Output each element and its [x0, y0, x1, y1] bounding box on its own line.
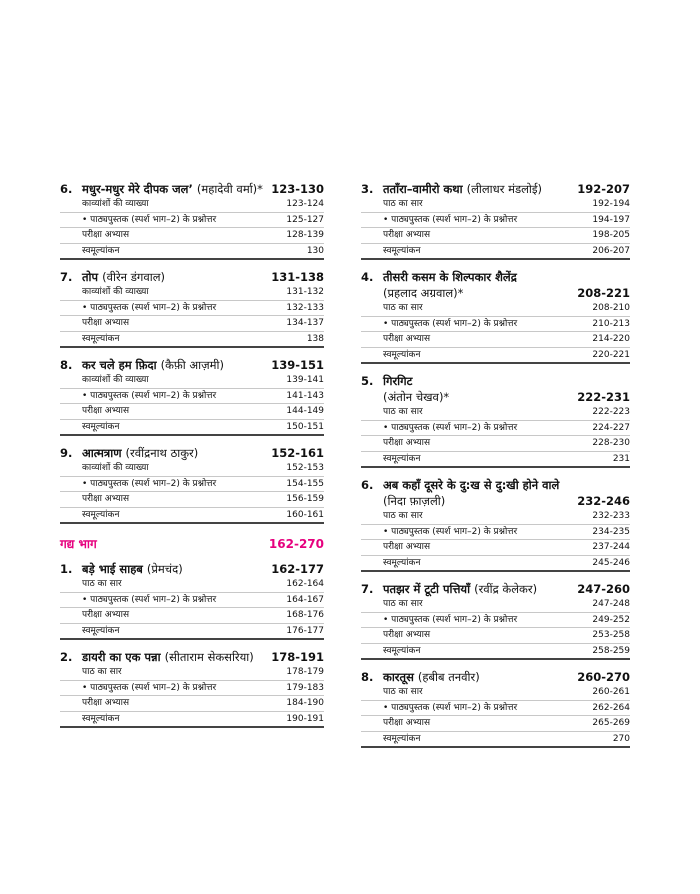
toc-chapter	[361, 370, 630, 468]
chapter-number: 5.	[361, 374, 374, 388]
sub-entry-pages: 228-230	[592, 438, 630, 448]
chapter-pages: 178-191	[271, 650, 324, 664]
toc-sub-entry	[361, 405, 630, 421]
toc-sub-entry	[60, 285, 324, 301]
toc-sub-entry	[60, 593, 324, 609]
sub-entry-pages: 130	[306, 245, 324, 256]
chapter-author-line	[383, 285, 630, 301]
chapter-author: (रवींद्र केलेकर)	[474, 582, 538, 596]
chapter-title: आत्मत्राण	[82, 446, 122, 460]
sub-entry-pages: 150-151	[286, 421, 324, 432]
chapter-title-block	[383, 581, 571, 597]
chapter-heading	[60, 178, 324, 197]
sub-entry-pages: 156-159	[286, 494, 324, 504]
toc-sub-entry	[60, 404, 324, 420]
toc-sub-entry	[60, 228, 324, 244]
sub-entry-pages: 270	[612, 733, 630, 744]
toc-sub-entry	[60, 420, 324, 437]
sub-entry-pages: 184-190	[286, 698, 324, 708]
toc-chapter	[361, 178, 630, 260]
toc-chapter	[60, 266, 324, 348]
sub-entry-label: • पाठ्यपुस्तक (स्पर्श भाग–2) के प्रश्नोत्तर	[383, 614, 518, 625]
sub-entry-pages: 164-167	[286, 594, 324, 605]
toc-sub-entry	[60, 332, 324, 349]
chapter-heading	[361, 178, 630, 197]
toc-sub-entry	[60, 492, 324, 508]
sub-entry-pages: 237-244	[592, 542, 630, 552]
chapter-title-block	[82, 269, 265, 285]
toc-sub-entry	[60, 461, 324, 477]
toc-chapter	[361, 666, 630, 748]
sub-entry-pages: 138	[306, 333, 324, 344]
sub-entry-pages: 258-259	[592, 645, 630, 656]
chapter-number: 1.	[60, 562, 73, 576]
chapter-author: (प्रेमचंद)	[146, 562, 183, 576]
toc-sub-entry	[60, 577, 324, 593]
chapter-author: (रवींद्रनाथ ठाकुर)	[125, 446, 199, 460]
sub-entry-label: परीक्षा अभ्यास	[82, 318, 130, 328]
chapter-heading	[361, 666, 630, 685]
chapter-title: मधुर-मधुर मेरे दीपक जल’	[82, 182, 193, 196]
sub-entry-pages: 123-124	[286, 199, 324, 209]
chapter-number: 8.	[361, 670, 374, 684]
sub-entry-label: पाठ का सार	[383, 687, 423, 697]
sub-entry-label: परीक्षा अभ्यास	[383, 230, 431, 240]
chapter-title-block	[82, 357, 265, 373]
chapter-title-block	[383, 373, 630, 405]
toc-sub-entry	[361, 556, 630, 573]
toc-chapter	[361, 578, 630, 660]
section-heading	[60, 536, 324, 552]
toc-sub-entry	[60, 316, 324, 332]
chapter-title-block	[82, 445, 265, 461]
sub-entry-label: पाठ का सार	[383, 407, 423, 417]
toc-sub-entry	[60, 244, 324, 261]
chapter-heading	[60, 442, 324, 461]
toc-sub-entry	[60, 681, 324, 697]
sub-entry-label: काव्यांशों की व्याख्या	[82, 199, 149, 209]
toc-sub-entry	[60, 508, 324, 525]
sub-entry-pages: 190-191	[286, 713, 324, 724]
chapter-title-block	[82, 649, 265, 665]
sub-entry-pages: 249-252	[592, 614, 630, 625]
toc-chapter	[60, 178, 324, 260]
chapter-heading	[361, 474, 630, 509]
chapter-author: (कैफ़ी आज़मी)	[160, 358, 225, 372]
sub-entry-label: पाठ का सार	[82, 667, 122, 677]
sub-entry-pages: 132-133	[286, 302, 324, 313]
sub-entry-label: • पाठ्यपुस्तक (स्पर्श भाग–2) के प्रश्नोत्तर	[383, 526, 518, 537]
toc-sub-entry	[60, 608, 324, 624]
sub-entry-pages: 144-149	[286, 406, 324, 416]
sub-entry-label: परीक्षा अभ्यास	[82, 494, 130, 504]
sub-entry-pages: 265-269	[592, 718, 630, 728]
sub-entry-label: पाठ का सार	[383, 511, 423, 521]
toc-chapter	[361, 266, 630, 364]
toc-sub-entry	[60, 197, 324, 213]
sub-entry-pages: 194-197	[592, 214, 630, 225]
chapter-number: 3.	[361, 182, 374, 196]
sub-entry-label: परीक्षा अभ्यास	[82, 406, 130, 416]
toc-sub-entry	[60, 389, 324, 405]
sub-entry-label: • पाठ्यपुस्तक (स्पर्श भाग–2) के प्रश्नोत्तर	[82, 302, 217, 313]
toc-chapter	[60, 442, 324, 524]
sub-entry-pages: 224-227	[592, 422, 630, 433]
sub-entry-pages: 198-205	[592, 230, 630, 240]
chapter-heading	[361, 370, 630, 405]
sub-entry-pages: 134-137	[286, 318, 324, 328]
sub-entry-pages: 247-248	[592, 599, 630, 609]
toc-chapter	[60, 646, 324, 728]
chapter-pages: 162-177	[271, 562, 324, 576]
sub-entry-pages: 210-213	[592, 318, 630, 329]
toc-sub-entry	[60, 624, 324, 641]
chapter-title-block	[383, 269, 630, 301]
chapter-author: (निदा फ़ाज़ली)	[383, 494, 446, 508]
chapter-number: 4.	[361, 270, 374, 284]
sub-entry-pages: 192-194	[592, 199, 630, 209]
sub-entry-label: स्वमूल्यांकन	[82, 421, 120, 432]
chapter-number: 7.	[60, 270, 73, 284]
toc-sub-entry	[361, 732, 630, 749]
chapter-pages: 152-161	[271, 446, 324, 460]
sub-entry-pages: 162-164	[286, 579, 324, 589]
sub-entry-label: • पाठ्यपुस्तक (स्पर्श भाग–2) के प्रश्नोत्तर	[82, 682, 217, 693]
chapter-pages: 123-130	[271, 182, 324, 196]
sub-entry-label: स्वमूल्यांकन	[383, 245, 421, 256]
sub-entry-label: • पाठ्यपुस्तक (स्पर्श भाग–2) के प्रश्नोत्तर	[383, 422, 518, 433]
toc-sub-entry	[361, 716, 630, 732]
sub-entry-pages: 179-183	[286, 682, 324, 693]
toc-sub-entry	[361, 197, 630, 213]
sub-entry-label: काव्यांशों की व्याख्या	[82, 463, 149, 473]
toc-sub-entry	[361, 452, 630, 469]
toc-sub-entry	[60, 301, 324, 317]
sub-entry-label: पाठ का सार	[383, 303, 423, 313]
sub-entry-pages: 152-153	[286, 463, 324, 473]
sub-entry-pages: 125-127	[286, 214, 324, 225]
toc-sub-entry	[361, 628, 630, 644]
chapter-pages: 131-138	[271, 270, 324, 284]
toc-sub-entry	[361, 644, 630, 661]
chapter-title: कर चले हम फ़िदा	[82, 358, 157, 372]
chapter-pages: 208-221	[577, 286, 630, 300]
chapter-author: (हबीब तनवीर)	[417, 670, 480, 684]
toc-sub-entry	[361, 436, 630, 452]
sub-entry-pages: 231	[612, 453, 630, 464]
toc-sub-entry	[60, 213, 324, 229]
chapter-heading	[60, 646, 324, 665]
toc-sub-entry	[361, 701, 630, 717]
toc-sub-entry	[60, 477, 324, 493]
chapter-title: बड़े भाई साहब	[82, 562, 143, 576]
chapter-number: 2.	[60, 650, 73, 664]
sub-entry-label: परीक्षा अभ्यास	[383, 438, 431, 448]
sub-entry-label: परीक्षा अभ्यास	[383, 542, 431, 552]
sub-entry-pages: 262-264	[592, 702, 630, 713]
chapter-pages: 139-151	[271, 358, 324, 372]
sub-entry-pages: 160-161	[286, 509, 324, 520]
toc-sub-entry	[60, 696, 324, 712]
toc-sub-entry	[361, 244, 630, 261]
chapter-title-block	[383, 669, 571, 685]
chapter-title: अब कहाँ दूसरे के दु:ख से दु:खी होने वाले	[383, 478, 560, 492]
chapter-title: तोप	[82, 270, 99, 284]
sub-entry-label: • पाठ्यपुस्तक (स्पर्श भाग–2) के प्रश्नोत्तर	[82, 390, 217, 401]
chapter-title: तीसरी कसम के शिल्पकार शैलेंद्र	[383, 270, 517, 284]
chapter-author-line	[383, 389, 630, 405]
chapter-number: 9.	[60, 446, 73, 460]
toc-sub-entry	[361, 540, 630, 556]
sub-entry-label: परीक्षा अभ्यास	[82, 698, 130, 708]
sub-entry-label: काव्यांशों की व्याख्या	[82, 375, 149, 385]
chapter-pages: 232-246	[577, 494, 630, 508]
toc-sub-entry	[361, 685, 630, 701]
sub-entry-label: परीक्षा अभ्यास	[383, 334, 431, 344]
toc-sub-entry	[361, 348, 630, 365]
sub-entry-label: • पाठ्यपुस्तक (स्पर्श भाग–2) के प्रश्नोत्तर	[383, 214, 518, 225]
chapter-number: 8.	[60, 358, 73, 372]
chapter-author: (अंतोन चेखव)*	[383, 390, 450, 404]
sub-entry-label: स्वमूल्यांकन	[383, 645, 421, 656]
toc-chapter	[60, 354, 324, 436]
chapter-heading	[60, 558, 324, 577]
sub-entry-label: पाठ का सार	[82, 579, 122, 589]
toc-sub-entry	[361, 613, 630, 629]
section-title: गद्य भाग	[60, 537, 97, 551]
chapter-title-block	[82, 181, 265, 197]
toc-chapter	[60, 558, 324, 640]
chapter-heading	[60, 354, 324, 373]
sub-entry-pages: 220-221	[592, 349, 630, 360]
toc-sub-entry	[361, 301, 630, 317]
sub-entry-pages: 141-143	[286, 390, 324, 401]
chapter-number: 7.	[361, 582, 374, 596]
chapter-heading	[60, 266, 324, 285]
sub-entry-pages: 214-220	[592, 334, 630, 344]
chapter-title: पतझर में टूटी पत्तियाँ	[383, 582, 471, 596]
sub-entry-pages: 154-155	[286, 478, 324, 489]
sub-entry-label: स्वमूल्यांकन	[82, 245, 120, 256]
toc-sub-entry	[361, 332, 630, 348]
chapter-author: (महादेवी वर्मा)*	[196, 182, 263, 196]
chapter-author: (सीताराम सेकसरिया)	[164, 650, 254, 664]
sub-entry-pages: 245-246	[592, 557, 630, 568]
sub-entry-label: परीक्षा अभ्यास	[383, 718, 431, 728]
toc-sub-entry	[60, 665, 324, 681]
chapter-heading	[361, 266, 630, 301]
chapter-title-block	[383, 181, 571, 197]
chapter-author: (वीरेन डंगवाल)	[102, 270, 165, 284]
sub-entry-label: • पाठ्यपुस्तक (स्पर्श भाग–2) के प्रश्नोत्तर	[383, 318, 518, 329]
sub-entry-pages: 232-233	[592, 511, 630, 521]
sub-entry-pages: 131-132	[286, 287, 324, 297]
sub-entry-label: परीक्षा अभ्यास	[82, 230, 130, 240]
chapter-title: डायरी का एक पन्ना	[82, 650, 161, 664]
chapter-pages: 192-207	[577, 182, 630, 196]
toc-sub-entry	[361, 509, 630, 525]
sub-entry-label: स्वमूल्यांकन	[383, 733, 421, 744]
toc-chapter	[361, 474, 630, 572]
section-pages: 162-270	[268, 537, 324, 551]
sub-entry-label: परीक्षा अभ्यास	[82, 610, 130, 620]
sub-entry-pages: 260-261	[592, 687, 630, 697]
sub-entry-label: स्वमूल्यांकन	[383, 349, 421, 360]
sub-entry-label: • पाठ्यपुस्तक (स्पर्श भाग–2) के प्रश्नोत्तर	[383, 702, 518, 713]
chapter-number: 6.	[361, 478, 374, 492]
sub-entry-label: • पाठ्यपुस्तक (स्पर्श भाग–2) के प्रश्नोत्तर	[82, 594, 217, 605]
toc-sub-entry	[60, 373, 324, 389]
sub-entry-label: परीक्षा अभ्यास	[383, 630, 431, 640]
left-column	[60, 178, 324, 734]
chapter-title: तताँरा–वामीरो कथा	[383, 182, 463, 196]
sub-entry-pages: 222-223	[592, 407, 630, 417]
chapter-pages: 260-270	[577, 670, 630, 684]
sub-entry-pages: 139-141	[286, 375, 324, 385]
chapter-title-block	[383, 477, 630, 509]
sub-entry-pages: 176-177	[286, 625, 324, 636]
toc-sub-entry	[361, 525, 630, 541]
chapter-number: 6.	[60, 182, 73, 196]
chapter-pages: 222-231	[577, 390, 630, 404]
sub-entry-label: काव्यांशों की व्याख्या	[82, 287, 149, 297]
sub-entry-pages: 234-235	[592, 526, 630, 537]
sub-entry-label: स्वमूल्यांकन	[383, 557, 421, 568]
sub-entry-pages: 178-179	[286, 667, 324, 677]
toc-sub-entry	[361, 317, 630, 333]
sub-entry-label: स्वमूल्यांकन	[82, 509, 120, 520]
sub-entry-label: स्वमूल्यांकन	[82, 333, 120, 344]
chapter-title: गिरगिट	[383, 374, 413, 388]
chapter-pages: 247-260	[577, 582, 630, 596]
sub-entry-label: पाठ का सार	[383, 599, 423, 609]
chapter-author: (लीलाधर मंडलोई)	[466, 182, 543, 196]
toc-sub-entry	[361, 228, 630, 244]
sub-entry-label: पाठ का सार	[383, 199, 423, 209]
sub-entry-label: • पाठ्यपुस्तक (स्पर्श भाग–2) के प्रश्नोत्तर	[82, 478, 217, 489]
sub-entry-pages: 208-210	[592, 303, 630, 313]
sub-entry-label: स्वमूल्यांकन	[82, 625, 120, 636]
toc-sub-entry	[60, 712, 324, 729]
sub-entry-label: स्वमूल्यांकन	[383, 453, 421, 464]
toc-sub-entry	[361, 597, 630, 613]
chapter-title: कारतूस	[383, 670, 414, 684]
chapter-heading	[361, 578, 630, 597]
sub-entry-pages: 253-258	[592, 630, 630, 640]
sub-entry-pages: 128-139	[286, 230, 324, 240]
right-column	[361, 178, 630, 754]
sub-entry-pages: 206-207	[592, 245, 630, 256]
chapter-author: (प्रहलाद अग्रवाल)*	[383, 286, 464, 300]
chapter-title-block	[82, 561, 265, 577]
sub-entry-label: स्वमूल्यांकन	[82, 713, 120, 724]
sub-entry-label: • पाठ्यपुस्तक (स्पर्श भाग–2) के प्रश्नोत्तर	[82, 214, 217, 225]
chapter-author-line	[383, 493, 630, 509]
toc-sub-entry	[361, 213, 630, 229]
toc-sub-entry	[361, 421, 630, 437]
sub-entry-pages: 168-176	[286, 610, 324, 620]
